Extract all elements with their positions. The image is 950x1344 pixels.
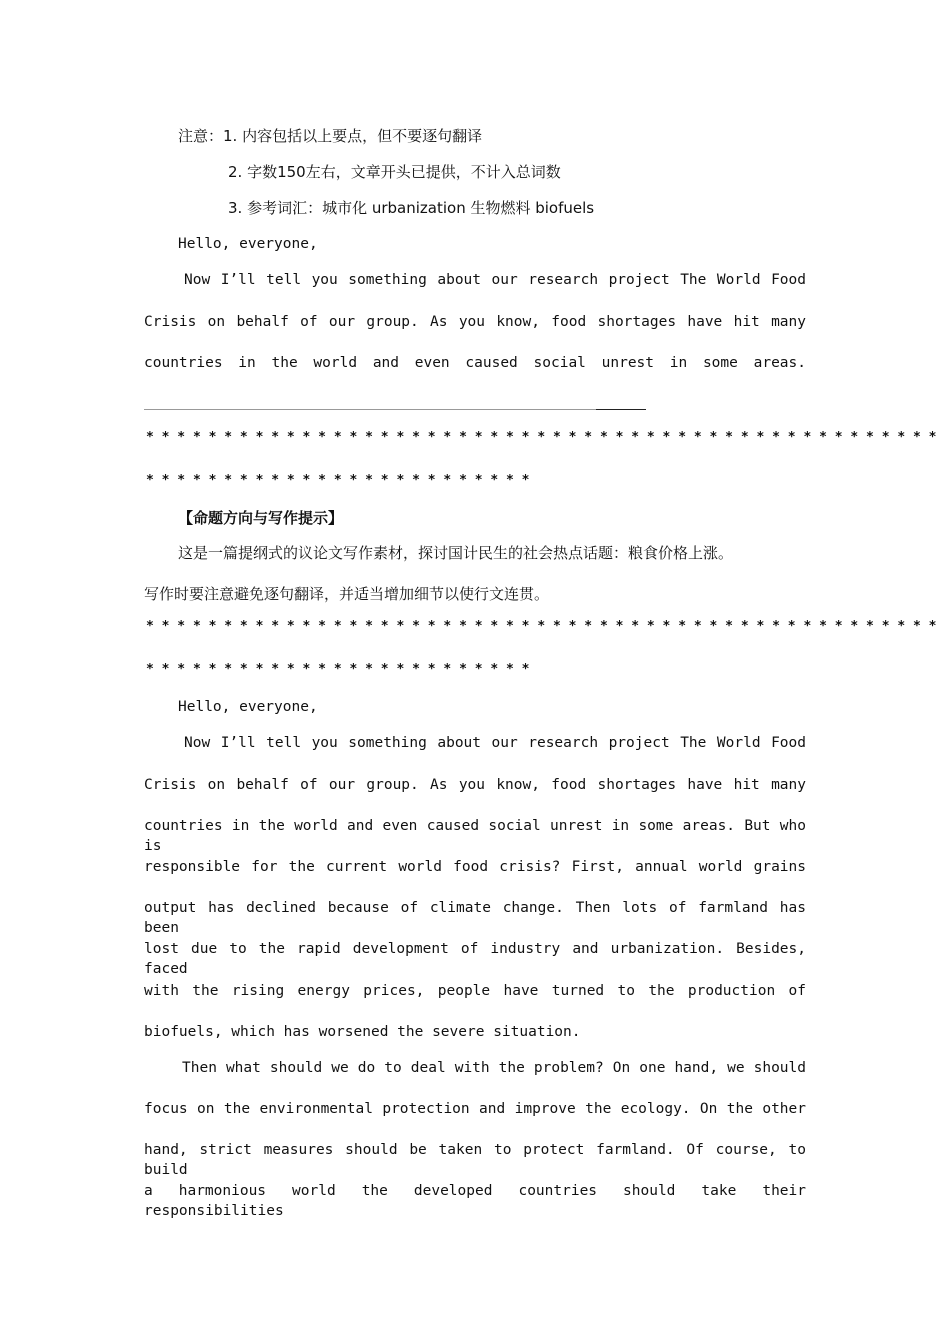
star-separator-1b: * * * * * * * * * * * * * * * * * * * * * * * * * bbox=[146, 473, 530, 488]
star-separator-1a: * * * * * * * * * * * * * * * * * * * * * * * * * * * * * * * * * * * * * * * * * * * * * * * * * * * bbox=[146, 430, 937, 445]
hint-line-2: 写作时要注意避免逐句翻译，并适当增加细节以使行文连贯。 bbox=[144, 585, 550, 603]
star-separator-2a: * * * * * * * * * * * * * * * * * * * * * * * * * * * * * * * * * * * * * * * * * * * * * * * * * * * bbox=[146, 619, 937, 634]
notes-item-1: 1. 内容包括以上要点，但不要逐句翻译 bbox=[223, 127, 483, 145]
answer-p2-line-1: Then what should we do to deal with the problem? On one hand, we should bbox=[182, 1060, 806, 1076]
prompt-line-2: Crisis on behalf of our group. As you know, food shortages have hit many bbox=[144, 314, 806, 330]
answer-p1-line-1: Now I’ll tell you something about our research project The World Food bbox=[184, 735, 806, 751]
answer-p2-line-2: focus on the environmental protection and improve the ecology. On the other bbox=[144, 1101, 806, 1117]
hint-heading: 【命题方向与写作提示】 bbox=[178, 509, 344, 527]
answer-p1-line-8: biofuels, which has worsened the severe situation. bbox=[144, 1024, 581, 1040]
writing-blank-line bbox=[144, 409, 596, 410]
writing-blank-line-end bbox=[596, 409, 646, 410]
notes-item-2: 2. 字数150左右，文章开头已提供，不计入总词数 bbox=[228, 163, 561, 181]
star-separator-2b: * * * * * * * * * * * * * * * * * * * * * * * * * bbox=[146, 662, 530, 677]
prompt-line-3: countries in the world and even caused social unrest in some areas. bbox=[144, 355, 806, 371]
answer-p1-line-3: countries in the world and even caused social unrest in some areas. But who is bbox=[144, 818, 806, 854]
answer-p1-line-5: output has declined because of climate change. Then lots of farmland has been bbox=[144, 900, 806, 936]
notes-label: 注意： bbox=[178, 127, 224, 145]
hint-line-1: 这是一篇提纲式的议论文写作素材，探讨国计民生的社会热点话题：粮食价格上涨。 bbox=[178, 544, 734, 562]
prompt-line-1: Now I’ll tell you something about our research project The World Food bbox=[184, 272, 806, 288]
answer-p1-line-2: Crisis on behalf of our group. As you know, food shortages have hit many bbox=[144, 777, 806, 793]
answer-p2-line-4: a harmonious world the developed countries should take their responsibilities bbox=[144, 1183, 806, 1219]
answer-p1-line-4: responsible for the current world food crisis? First, annual world grains bbox=[144, 859, 806, 875]
answer-p1-line-6: lost due to the rapid development of industry and urbanization. Besides, faced bbox=[144, 941, 806, 977]
notes-item-3: 3. 参考词汇：城市化 urbanization 生物燃料 biofuels bbox=[228, 199, 595, 217]
answer-p1-line-7: with the rising energy prices, people have turned to the production of bbox=[144, 983, 806, 999]
answer-greeting: Hello, everyone, bbox=[178, 699, 318, 715]
notes-line-1 bbox=[178, 126, 482, 146]
answer-p2-line-3: hand, strict measures should be taken to protect farmland. Of course, to build bbox=[144, 1142, 806, 1178]
prompt-greeting: Hello, everyone, bbox=[178, 236, 318, 252]
